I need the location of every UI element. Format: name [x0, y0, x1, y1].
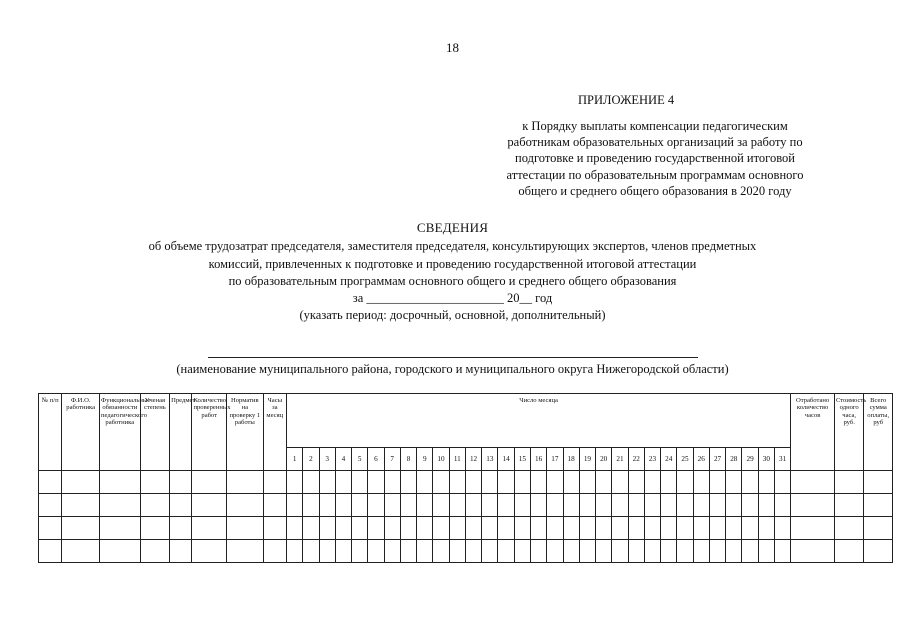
table-cell	[263, 540, 286, 563]
day-number-cell: 8	[400, 448, 416, 471]
table-cell	[726, 494, 742, 517]
table-cell	[368, 540, 384, 563]
header-count: Количество проверенных работ	[192, 394, 227, 471]
header-hours: Часы за месяц	[263, 394, 286, 471]
period-line: за ______________________ 20__ год	[352, 291, 553, 305]
table-cell	[834, 517, 863, 540]
table-cell	[263, 517, 286, 540]
header-duties: Функциональные обязанности педагогического работника	[99, 394, 140, 471]
table-cell	[465, 540, 481, 563]
table-cell	[192, 471, 227, 494]
table-cell	[791, 494, 835, 517]
table-cell	[758, 540, 774, 563]
table-cell	[352, 517, 368, 540]
day-number-cell: 15	[514, 448, 530, 471]
period-hint: (указать период: досрочный, основной, дополнительный)	[299, 308, 606, 322]
table-cell	[192, 517, 227, 540]
table-cell	[449, 517, 465, 540]
table-cell	[287, 540, 303, 563]
table-cell	[384, 494, 400, 517]
table-cell	[758, 471, 774, 494]
table-cell	[791, 471, 835, 494]
table-cell	[514, 494, 530, 517]
table-cell	[498, 471, 514, 494]
table-cell	[677, 471, 693, 494]
table-cell	[417, 494, 433, 517]
table-cell	[335, 540, 351, 563]
table-cell	[400, 517, 416, 540]
table-cell	[498, 540, 514, 563]
table-cell	[227, 471, 264, 494]
header-cost: Стоимость одного часа, руб.	[834, 394, 863, 471]
table-cell	[530, 517, 546, 540]
table-cell	[547, 540, 563, 563]
table-cell	[62, 494, 100, 517]
day-number-cell: 9	[417, 448, 433, 471]
table-row	[39, 517, 893, 540]
table-cell	[400, 540, 416, 563]
table-cell	[482, 540, 498, 563]
table-cell	[368, 494, 384, 517]
table-cell	[449, 494, 465, 517]
table-cell	[417, 471, 433, 494]
table-cell	[677, 540, 693, 563]
table-cell	[263, 494, 286, 517]
table-cell	[612, 540, 628, 563]
day-number-cell: 29	[742, 448, 758, 471]
table-cell	[596, 471, 612, 494]
table-cell	[514, 471, 530, 494]
page-number: 18	[446, 40, 459, 55]
table-cell	[579, 540, 595, 563]
table-cell	[530, 471, 546, 494]
table-cell	[791, 517, 835, 540]
table-cell	[864, 517, 893, 540]
table-cell	[596, 517, 612, 540]
table-cell	[99, 494, 140, 517]
table-cell	[693, 540, 709, 563]
table-cell	[449, 471, 465, 494]
table-cell	[352, 471, 368, 494]
table-cell	[319, 540, 335, 563]
table-cell	[563, 471, 579, 494]
day-number-cell: 16	[530, 448, 546, 471]
day-number-cell: 7	[384, 448, 400, 471]
table-cell	[774, 494, 790, 517]
day-number-cell: 28	[726, 448, 742, 471]
timesheet-table	[38, 393, 893, 563]
table-cell	[192, 540, 227, 563]
table-cell	[39, 517, 62, 540]
table-cell	[834, 494, 863, 517]
day-number-cell: 24	[661, 448, 677, 471]
table-cell	[368, 517, 384, 540]
table-cell	[384, 517, 400, 540]
table-cell	[864, 494, 893, 517]
appendix-line: общего и среднего общего образования в 2020 году	[518, 183, 792, 198]
table-cell	[514, 540, 530, 563]
table-cell	[628, 540, 644, 563]
table-cell	[62, 517, 100, 540]
table-cell	[433, 540, 449, 563]
table-cell	[400, 494, 416, 517]
table-cell	[319, 471, 335, 494]
table-cell	[693, 517, 709, 540]
day-number-cell: 10	[433, 448, 449, 471]
table-cell	[39, 471, 62, 494]
table-cell	[834, 471, 863, 494]
table-cell	[335, 471, 351, 494]
table-cell	[628, 471, 644, 494]
table-cell	[758, 494, 774, 517]
table-cell	[384, 471, 400, 494]
table-cell	[433, 517, 449, 540]
header-fio: Ф.И.О. работника	[62, 394, 100, 471]
day-number-cell: 6	[368, 448, 384, 471]
table-cell	[547, 517, 563, 540]
day-number-cell: 26	[693, 448, 709, 471]
table-cell	[465, 517, 481, 540]
table-cell	[417, 517, 433, 540]
day-number-cell: 4	[335, 448, 351, 471]
table-cell	[400, 471, 416, 494]
day-number-cell: 25	[677, 448, 693, 471]
subheading-line: по образовательным программам основного общего и среднего общего образования	[228, 274, 677, 288]
table-cell	[661, 471, 677, 494]
table-cell	[661, 494, 677, 517]
table-cell	[352, 540, 368, 563]
header-total: Всего сумма оплаты, руб	[864, 394, 893, 471]
table-cell	[612, 494, 628, 517]
header-days-title: Число месяца	[287, 394, 791, 448]
table-cell	[263, 471, 286, 494]
day-number-cell: 2	[303, 448, 319, 471]
table-cell	[644, 494, 660, 517]
table-cell	[227, 540, 264, 563]
header-num: № п/п	[39, 394, 62, 471]
table-cell	[99, 540, 140, 563]
day-number-cell: 23	[644, 448, 660, 471]
table-cell	[774, 540, 790, 563]
appendix-line: аттестации по образовательным программам основного	[506, 167, 804, 182]
day-number-cell: 13	[482, 448, 498, 471]
table-cell	[726, 471, 742, 494]
table-cell	[628, 517, 644, 540]
table-cell	[742, 494, 758, 517]
appendix-line: подготовке и проведению государственной итоговой	[515, 151, 795, 166]
table-cell	[644, 540, 660, 563]
table-cell	[170, 517, 192, 540]
table-cell	[774, 471, 790, 494]
document-heading: СВЕДЕНИЯ	[416, 220, 489, 235]
table-cell	[547, 471, 563, 494]
table-cell	[742, 517, 758, 540]
table-cell	[661, 517, 677, 540]
municipality-caption: (наименование муниципального района, городского и муниципального округа Нижегородской области)	[176, 362, 729, 376]
table-cell	[99, 471, 140, 494]
day-number-cell: 14	[498, 448, 514, 471]
table-cell	[644, 471, 660, 494]
table-cell	[170, 540, 192, 563]
table-cell	[303, 540, 319, 563]
table-cell	[709, 517, 725, 540]
table-cell	[482, 494, 498, 517]
table-cell	[465, 471, 481, 494]
appendix-title: ПРИЛОЖЕНИЕ 4	[578, 93, 675, 107]
table-cell	[140, 540, 169, 563]
table-cell	[709, 471, 725, 494]
table-cell	[579, 494, 595, 517]
table-cell	[726, 540, 742, 563]
table-cell	[677, 517, 693, 540]
table-cell	[709, 494, 725, 517]
day-number-cell: 19	[579, 448, 595, 471]
day-number-cell: 3	[319, 448, 335, 471]
table-cell	[287, 471, 303, 494]
table-cell	[287, 517, 303, 540]
table-cell	[335, 517, 351, 540]
day-number-cell: 18	[563, 448, 579, 471]
day-number-cell: 27	[709, 448, 725, 471]
table-cell	[693, 494, 709, 517]
table-cell	[433, 471, 449, 494]
table-cell	[726, 517, 742, 540]
table-cell	[303, 517, 319, 540]
day-number-cell: 30	[758, 448, 774, 471]
day-number-cell: 17	[547, 448, 563, 471]
table-cell	[742, 540, 758, 563]
table-cell	[791, 540, 835, 563]
table-cell	[303, 494, 319, 517]
table-cell	[433, 494, 449, 517]
appendix-line: к Порядку выплаты компенсации педагогическим	[522, 119, 788, 133]
table-cell	[498, 517, 514, 540]
table-row	[39, 494, 893, 517]
table-cell	[319, 517, 335, 540]
day-number-cell: 11	[449, 448, 465, 471]
table-cell	[99, 517, 140, 540]
table-cell	[227, 517, 264, 540]
table-row	[39, 540, 893, 563]
table-cell	[39, 540, 62, 563]
table-cell	[596, 494, 612, 517]
subheading-line: комиссий, привлеченных к подготовке и проведению государственной итоговой аттестации	[208, 257, 697, 271]
table-cell	[352, 494, 368, 517]
header-subject: Предмет	[170, 394, 192, 471]
table-row	[39, 471, 893, 494]
table-cell	[612, 517, 628, 540]
table-cell	[140, 494, 169, 517]
table-cell	[62, 540, 100, 563]
table-cell	[742, 471, 758, 494]
table-cell	[563, 494, 579, 517]
table-cell	[758, 517, 774, 540]
table-cell	[530, 540, 546, 563]
table-cell	[319, 494, 335, 517]
table-cell	[612, 471, 628, 494]
table-cell	[530, 494, 546, 517]
table-cell	[709, 540, 725, 563]
table-cell	[774, 517, 790, 540]
day-number-cell: 12	[465, 448, 481, 471]
table-cell	[644, 517, 660, 540]
table-cell	[62, 471, 100, 494]
table-cell	[579, 471, 595, 494]
subheading-line: об объеме трудозатрат председателя, заместителя председателя, консультирующих экспертов, членов предметных	[148, 239, 757, 253]
table-cell	[563, 517, 579, 540]
table-cell	[192, 494, 227, 517]
table-cell	[514, 517, 530, 540]
table-cell	[368, 471, 384, 494]
table-cell	[834, 540, 863, 563]
table-cell	[170, 471, 192, 494]
table-cell	[482, 517, 498, 540]
table-cell	[482, 471, 498, 494]
table-cell	[864, 471, 893, 494]
table-cell	[287, 494, 303, 517]
table-cell	[498, 494, 514, 517]
table-cell	[596, 540, 612, 563]
table-cell	[579, 517, 595, 540]
day-number-cell: 20	[596, 448, 612, 471]
day-number-cell: 22	[628, 448, 644, 471]
table-cell	[693, 471, 709, 494]
day-number-cell: 1	[287, 448, 303, 471]
table-cell	[170, 494, 192, 517]
header-norm: Норматив на проверку 1 работы	[227, 394, 264, 471]
table-cell	[465, 494, 481, 517]
table-cell	[449, 540, 465, 563]
municipality-fill-line	[208, 357, 698, 358]
table-cell	[547, 494, 563, 517]
table-cell	[140, 471, 169, 494]
header-worked: Отработано количество часов	[791, 394, 835, 471]
day-number-cell: 5	[352, 448, 368, 471]
table-cell	[563, 540, 579, 563]
appendix-subtitle	[460, 118, 850, 199]
table-cell	[39, 494, 62, 517]
header-degree: Ученая степень	[140, 394, 169, 471]
table-cell	[628, 494, 644, 517]
table-cell	[303, 471, 319, 494]
appendix-line: работникам образовательных организаций за работу по	[507, 135, 803, 150]
table-cell	[864, 540, 893, 563]
table-cell	[140, 517, 169, 540]
table-cell	[227, 494, 264, 517]
table-cell	[661, 540, 677, 563]
table-cell	[417, 540, 433, 563]
table-cell	[677, 494, 693, 517]
table-cell	[335, 494, 351, 517]
day-number-cell: 21	[612, 448, 628, 471]
table-cell	[384, 540, 400, 563]
day-number-cell: 31	[774, 448, 790, 471]
